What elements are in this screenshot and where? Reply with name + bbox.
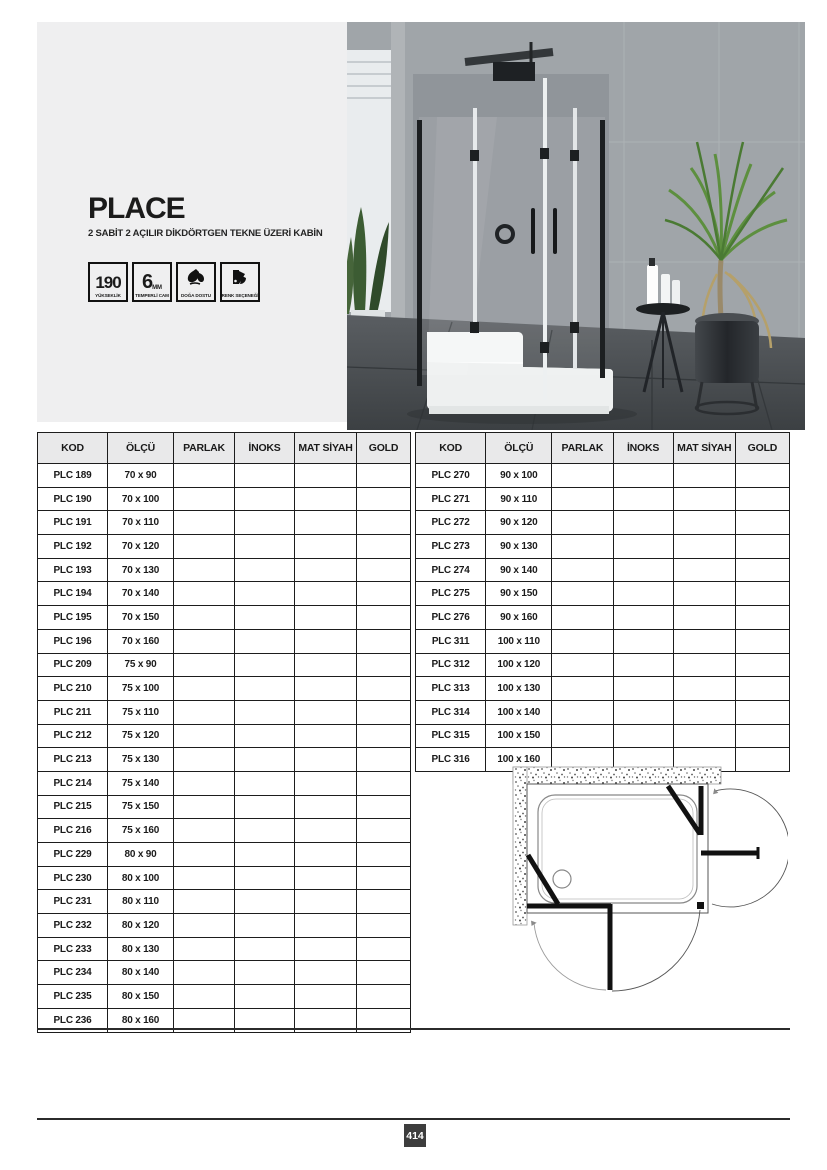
- olcu-cell: 90 x 110: [486, 487, 552, 511]
- feature-badges: [88, 262, 260, 302]
- matsiyah-cell: [295, 464, 357, 488]
- parlak-cell: [174, 464, 235, 488]
- size-table-right: [415, 432, 790, 772]
- col-parlak: PARLAK: [552, 433, 613, 464]
- olcu-cell: 90 x 130: [486, 535, 552, 559]
- matsiyah-cell: [673, 653, 735, 677]
- matsiyah-cell: [673, 700, 735, 724]
- kod-cell: PLC 232: [38, 914, 108, 938]
- parlak-cell: [552, 511, 613, 535]
- kod-cell: PLC 212: [38, 724, 108, 748]
- parlak-cell: [552, 724, 613, 748]
- gold-cell: [357, 558, 411, 582]
- olcu-cell: 90 x 160: [486, 606, 552, 630]
- olcu-cell: 70 x 140: [108, 582, 174, 606]
- table-row: [416, 677, 790, 701]
- matsiyah-cell: [673, 511, 735, 535]
- col-inoks: İNOKS: [613, 433, 673, 464]
- table-row: [416, 464, 790, 488]
- product-title: PLACE: [88, 192, 185, 225]
- matsiyah-cell: [295, 771, 357, 795]
- gold-cell: [735, 700, 789, 724]
- olcu-cell: 80 x 100: [108, 866, 174, 890]
- inoks-cell: [235, 771, 295, 795]
- kod-cell: PLC 196: [38, 629, 108, 653]
- inoks-cell: [235, 511, 295, 535]
- matsiyah-cell: [673, 464, 735, 488]
- parlak-cell: [552, 558, 613, 582]
- bottom-door-swing-arc: [612, 910, 700, 991]
- gold-cell: [735, 629, 789, 653]
- table-row: [38, 464, 411, 488]
- gold-cell: [357, 937, 411, 961]
- olcu-cell: 80 x 160: [108, 1008, 174, 1032]
- parlak-cell: [552, 653, 613, 677]
- inoks-cell: [235, 487, 295, 511]
- table-row: [416, 487, 790, 511]
- table-row: [416, 558, 790, 582]
- kod-cell: PLC 211: [38, 700, 108, 724]
- parlak-cell: [174, 961, 235, 985]
- table-row: [38, 535, 411, 559]
- olcu-cell: 80 x 120: [108, 914, 174, 938]
- olcu-cell: 80 x 130: [108, 937, 174, 961]
- kod-cell: PLC 313: [416, 677, 486, 701]
- kod-cell: PLC 233: [38, 937, 108, 961]
- olcu-cell: 80 x 110: [108, 890, 174, 914]
- matsiyah-cell: [673, 582, 735, 606]
- kod-cell: PLC 271: [416, 487, 486, 511]
- inoks-cell: [235, 937, 295, 961]
- kod-cell: PLC 316: [416, 748, 486, 772]
- olcu-cell: 75 x 160: [108, 819, 174, 843]
- table-row: [38, 606, 411, 630]
- inoks-cell: [613, 653, 673, 677]
- glass-thickness-unit: MM: [152, 285, 163, 291]
- inoks-cell: [235, 464, 295, 488]
- parlak-cell: [174, 985, 235, 1009]
- gold-cell: [357, 629, 411, 653]
- matsiyah-cell: [295, 677, 357, 701]
- product-info-panel: [37, 22, 347, 422]
- parlak-cell: [174, 511, 235, 535]
- table-row: [416, 535, 790, 559]
- matsiyah-cell: [295, 653, 357, 677]
- color-options-icon: [229, 264, 251, 291]
- parlak-cell: [552, 606, 613, 630]
- kod-cell: PLC 195: [38, 606, 108, 630]
- gold-cell: [357, 985, 411, 1009]
- matsiyah-cell: [295, 961, 357, 985]
- inoks-cell: [235, 629, 295, 653]
- table-row: [416, 700, 790, 724]
- gold-cell: [357, 511, 411, 535]
- matsiyah-cell: [295, 937, 357, 961]
- inoks-cell: [235, 677, 295, 701]
- footer-rule-bottom: [37, 1118, 790, 1120]
- table-row: [416, 511, 790, 535]
- table-row: [38, 629, 411, 653]
- olcu-cell: 90 x 140: [486, 558, 552, 582]
- olcu-cell: 70 x 100: [108, 487, 174, 511]
- parlak-cell: [174, 890, 235, 914]
- right-door-swing-arc: [712, 789, 788, 907]
- olcu-cell: 100 x 130: [486, 677, 552, 701]
- kod-cell: PLC 209: [38, 653, 108, 677]
- table-header-row: [38, 433, 411, 464]
- height-value: 190: [95, 273, 121, 292]
- table-row: [38, 511, 411, 535]
- inoks-cell: [613, 535, 673, 559]
- table-row: [38, 700, 411, 724]
- matsiyah-cell: [295, 535, 357, 559]
- table-row: [38, 961, 411, 985]
- inoks-cell: [613, 511, 673, 535]
- kod-cell: PLC 191: [38, 511, 108, 535]
- matsiyah-cell: [295, 724, 357, 748]
- matsiyah-cell: [673, 487, 735, 511]
- gold-cell: [357, 771, 411, 795]
- table-row: [38, 914, 411, 938]
- inoks-cell: [235, 582, 295, 606]
- parlak-cell: [174, 819, 235, 843]
- parlak-cell: [174, 700, 235, 724]
- inoks-cell: [235, 558, 295, 582]
- kod-cell: PLC 274: [416, 558, 486, 582]
- parlak-cell: [174, 843, 235, 867]
- height-badge: [88, 262, 128, 302]
- table-row: [38, 937, 411, 961]
- inoks-cell: [613, 464, 673, 488]
- product-subtitle: 2 SABİT 2 AÇILIR DİKDÖRTGEN TEKNE ÜZERİ KABİN: [88, 228, 323, 239]
- eco-badge: [176, 262, 216, 302]
- gold-cell: [357, 653, 411, 677]
- kod-cell: PLC 192: [38, 535, 108, 559]
- olcu-cell: 75 x 130: [108, 748, 174, 772]
- technical-drawing: [488, 753, 788, 1029]
- col-gold: GOLD: [735, 433, 789, 464]
- kod-cell: PLC 210: [38, 677, 108, 701]
- olcu-cell: 75 x 100: [108, 677, 174, 701]
- gold-cell: [357, 700, 411, 724]
- gold-cell: [735, 606, 789, 630]
- olcu-cell: 80 x 140: [108, 961, 174, 985]
- matsiyah-cell: [673, 606, 735, 630]
- gold-cell: [735, 677, 789, 701]
- gold-cell: [735, 653, 789, 677]
- inoks-cell: [613, 700, 673, 724]
- gold-cell: [357, 724, 411, 748]
- parlak-cell: [174, 748, 235, 772]
- kod-cell: PLC 311: [416, 629, 486, 653]
- gold-cell: [357, 487, 411, 511]
- inoks-cell: [613, 558, 673, 582]
- matsiyah-cell: [295, 487, 357, 511]
- kod-cell: PLC 190: [38, 487, 108, 511]
- matsiyah-cell: [295, 890, 357, 914]
- gold-cell: [357, 582, 411, 606]
- col-olcu: ÖLÇÜ: [486, 433, 552, 464]
- olcu-cell: 70 x 160: [108, 629, 174, 653]
- inoks-cell: [235, 843, 295, 867]
- col-gold: GOLD: [357, 433, 411, 464]
- parlak-cell: [174, 629, 235, 653]
- table-row: [416, 606, 790, 630]
- gold-cell: [357, 606, 411, 630]
- parlak-cell: [174, 558, 235, 582]
- kod-cell: PLC 214: [38, 771, 108, 795]
- parlak-cell: [552, 677, 613, 701]
- col-parlak: PARLAK: [174, 433, 235, 464]
- parlak-cell: [174, 724, 235, 748]
- gold-cell: [735, 724, 789, 748]
- parlak-cell: [552, 464, 613, 488]
- gold-cell: [357, 795, 411, 819]
- bottom-door-swing-arc-2: [534, 923, 606, 990]
- table-row: [38, 771, 411, 795]
- matsiyah-cell: [295, 582, 357, 606]
- inoks-cell: [235, 653, 295, 677]
- gold-cell: [735, 535, 789, 559]
- gold-cell: [357, 748, 411, 772]
- kod-cell: PLC 276: [416, 606, 486, 630]
- parlak-cell: [552, 535, 613, 559]
- size-table-left: [37, 432, 410, 1033]
- matsiyah-cell: [295, 748, 357, 772]
- table-row: [416, 724, 790, 748]
- table-row: [38, 866, 411, 890]
- inoks-cell: [235, 795, 295, 819]
- inoks-cell: [235, 535, 295, 559]
- olcu-cell: 70 x 90: [108, 464, 174, 488]
- wall-left: [513, 767, 527, 925]
- table-row: [38, 653, 411, 677]
- olcu-cell: 75 x 150: [108, 795, 174, 819]
- inoks-cell: [235, 866, 295, 890]
- table-header-row: [416, 433, 790, 464]
- parlak-cell: [174, 937, 235, 961]
- parlak-cell: [174, 606, 235, 630]
- footer-rule-top: [37, 1028, 790, 1030]
- table-row: [38, 843, 411, 867]
- matsiyah-cell: [295, 511, 357, 535]
- kod-cell: PLC 273: [416, 535, 486, 559]
- parlak-cell: [174, 771, 235, 795]
- gold-cell: [735, 487, 789, 511]
- parlak-cell: [174, 653, 235, 677]
- col-olcu: ÖLÇÜ: [108, 433, 174, 464]
- gold-cell: [735, 464, 789, 488]
- inoks-cell: [235, 890, 295, 914]
- matsiyah-cell: [295, 700, 357, 724]
- kod-cell: PLC 189: [38, 464, 108, 488]
- glass-thickness-value: 6: [141, 271, 153, 293]
- kod-cell: PLC 315: [416, 724, 486, 748]
- olcu-cell: 70 x 120: [108, 535, 174, 559]
- gold-cell: [357, 464, 411, 488]
- col-matsiyah: MAT SİYAH: [673, 433, 735, 464]
- matsiyah-cell: [295, 914, 357, 938]
- wall-pillar: [391, 22, 405, 352]
- olcu-cell: 80 x 90: [108, 843, 174, 867]
- matsiyah-cell: [673, 677, 735, 701]
- eco-label: DOĞA DOSTU: [181, 293, 211, 298]
- gold-cell: [735, 558, 789, 582]
- olcu-cell: 75 x 110: [108, 700, 174, 724]
- inoks-cell: [613, 677, 673, 701]
- inoks-cell: [235, 914, 295, 938]
- inoks-cell: [235, 748, 295, 772]
- inoks-cell: [235, 700, 295, 724]
- col-matsiyah: MAT SİYAH: [295, 433, 357, 464]
- table-row: [38, 487, 411, 511]
- gold-cell: [357, 535, 411, 559]
- col-kod: KOD: [38, 433, 108, 464]
- kod-cell: PLC 270: [416, 464, 486, 488]
- kod-cell: PLC 275: [416, 582, 486, 606]
- page-number-badge: 414: [404, 1124, 426, 1147]
- leaf-icon: [185, 264, 207, 291]
- gold-cell: [357, 677, 411, 701]
- inoks-cell: [613, 629, 673, 653]
- matsiyah-cell: [673, 724, 735, 748]
- table-row: [38, 985, 411, 1009]
- table-row: [38, 890, 411, 914]
- table-row: [416, 582, 790, 606]
- table-row: [416, 629, 790, 653]
- kod-cell: PLC 236: [38, 1008, 108, 1032]
- inoks-cell: [613, 582, 673, 606]
- matsiyah-cell: [295, 843, 357, 867]
- kod-cell: PLC 312: [416, 653, 486, 677]
- matsiyah-cell: [673, 629, 735, 653]
- olcu-cell: 100 x 150: [486, 724, 552, 748]
- matsiyah-cell: [673, 535, 735, 559]
- inoks-cell: [613, 724, 673, 748]
- color-options-label: RENK SEÇENEĞİ: [221, 293, 259, 298]
- kod-cell: PLC 215: [38, 795, 108, 819]
- kod-cell: PLC 193: [38, 558, 108, 582]
- olcu-cell: 90 x 100: [486, 464, 552, 488]
- parlak-cell: [174, 535, 235, 559]
- product-photo: [347, 22, 805, 430]
- kod-cell: PLC 216: [38, 819, 108, 843]
- inoks-cell: [235, 819, 295, 843]
- matsiyah-cell: [295, 558, 357, 582]
- matsiyah-cell: [295, 606, 357, 630]
- gold-cell: [357, 843, 411, 867]
- kod-cell: PLC 272: [416, 511, 486, 535]
- matsiyah-cell: [295, 866, 357, 890]
- glass-label: TEMPERLİ CAM: [135, 293, 169, 298]
- parlak-cell: [174, 677, 235, 701]
- gold-cell: [357, 866, 411, 890]
- parlak-cell: [552, 582, 613, 606]
- color-options-badge: [220, 262, 260, 302]
- matsiyah-cell: [295, 819, 357, 843]
- kod-cell: PLC 229: [38, 843, 108, 867]
- table-row: [38, 795, 411, 819]
- col-inoks: İNOKS: [235, 433, 295, 464]
- olcu-cell: 70 x 110: [108, 511, 174, 535]
- olcu-cell: 70 x 130: [108, 558, 174, 582]
- parlak-cell: [552, 629, 613, 653]
- inoks-cell: [235, 985, 295, 1009]
- gold-cell: [735, 582, 789, 606]
- kod-cell: PLC 230: [38, 866, 108, 890]
- parlak-cell: [552, 700, 613, 724]
- table-row: [38, 724, 411, 748]
- table-row: [38, 748, 411, 772]
- inoks-cell: [613, 606, 673, 630]
- inoks-cell: [235, 606, 295, 630]
- olcu-cell: 75 x 90: [108, 653, 174, 677]
- olcu-cell: 100 x 160: [486, 748, 552, 772]
- olcu-cell: 90 x 120: [486, 511, 552, 535]
- table-row: [38, 819, 411, 843]
- parlak-cell: [552, 487, 613, 511]
- inoks-cell: [235, 724, 295, 748]
- table-row: [38, 558, 411, 582]
- table-row: [38, 677, 411, 701]
- matsiyah-cell: [295, 985, 357, 1009]
- kod-cell: PLC 235: [38, 985, 108, 1009]
- kod-cell: PLC 213: [38, 748, 108, 772]
- kod-cell: PLC 231: [38, 890, 108, 914]
- bathroom-scene: [347, 22, 805, 430]
- matsiyah-cell: [295, 629, 357, 653]
- inoks-cell: [235, 961, 295, 985]
- matsiyah-cell: [673, 558, 735, 582]
- wall-top: [513, 767, 721, 784]
- table-row: [38, 582, 411, 606]
- olcu-cell: 75 x 120: [108, 724, 174, 748]
- parlak-cell: [174, 582, 235, 606]
- gold-cell: [357, 819, 411, 843]
- parlak-cell: [174, 914, 235, 938]
- olcu-cell: 100 x 110: [486, 629, 552, 653]
- table-row: [416, 653, 790, 677]
- olcu-cell: 80 x 150: [108, 985, 174, 1009]
- gold-cell: [357, 961, 411, 985]
- gold-cell: [357, 890, 411, 914]
- glass-thickness-badge: [132, 262, 172, 302]
- gold-cell: [735, 511, 789, 535]
- kod-cell: PLC 314: [416, 700, 486, 724]
- olcu-cell: 90 x 150: [486, 582, 552, 606]
- tray-outline: [538, 795, 697, 903]
- olcu-cell: 70 x 150: [108, 606, 174, 630]
- olcu-cell: 75 x 140: [108, 771, 174, 795]
- parlak-cell: [174, 795, 235, 819]
- olcu-cell: 100 x 140: [486, 700, 552, 724]
- height-label: YÜKSEKLİK: [95, 293, 121, 298]
- parlak-cell: [174, 487, 235, 511]
- kod-cell: PLC 194: [38, 582, 108, 606]
- parlak-cell: [174, 866, 235, 890]
- inoks-cell: [613, 487, 673, 511]
- kod-cell: PLC 234: [38, 961, 108, 985]
- gold-cell: [357, 914, 411, 938]
- matsiyah-cell: [295, 795, 357, 819]
- col-kod: KOD: [416, 433, 486, 464]
- olcu-cell: 100 x 120: [486, 653, 552, 677]
